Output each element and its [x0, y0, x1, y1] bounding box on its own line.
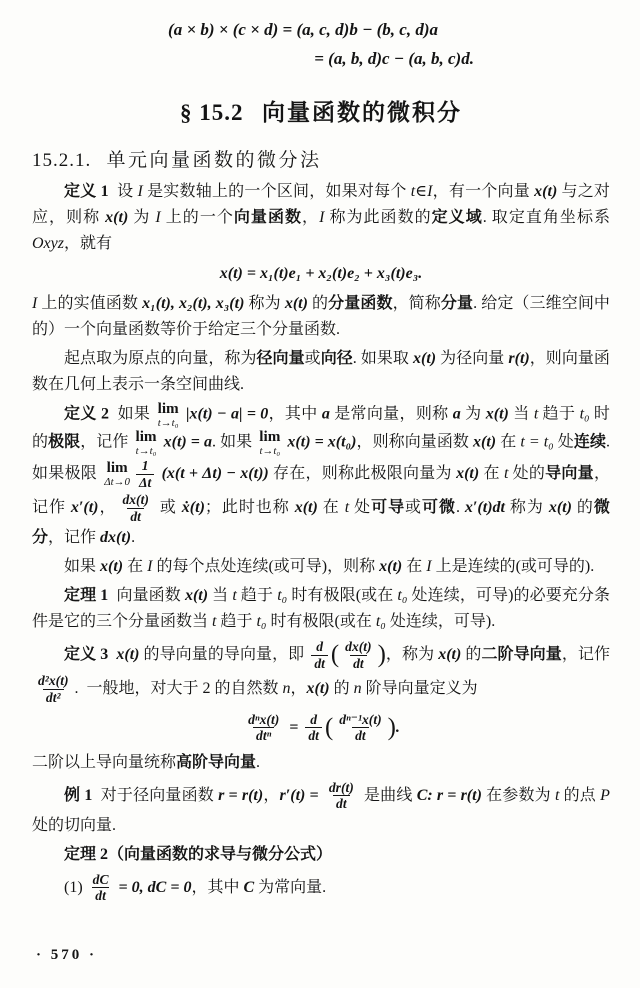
limit-operator	[158, 401, 179, 429]
text-run: 与之对应，则称	[32, 182, 610, 226]
fraction-denominator: dt	[333, 795, 350, 812]
paragraph-radius-vector	[32, 346, 610, 398]
text-run: 称为	[244, 295, 285, 313]
text-run: 上的一个	[160, 208, 234, 226]
limit-subscript: t→t₀	[259, 445, 281, 457]
fraction-denominator: dtⁿ	[253, 727, 274, 744]
math-run: P	[600, 786, 610, 804]
big-parenthesis: )	[377, 641, 386, 669]
math-run: x′(t)dt	[464, 498, 505, 516]
bold-text-run: 向量函数	[233, 208, 303, 226]
bold-text-run: 定义 3	[64, 645, 109, 663]
text-run: 对于径向量函数	[92, 786, 219, 804]
big-parenthesis: (	[324, 713, 334, 741]
math-run: x(t)	[306, 680, 330, 698]
text-run: .	[131, 529, 136, 547]
math-run: t	[232, 587, 237, 605]
text-run: 当	[208, 587, 233, 605]
math-run: a	[452, 405, 461, 423]
text-run: 在	[402, 558, 427, 576]
text-run: 的点	[559, 786, 601, 804]
paragraph-higher-order	[32, 750, 610, 776]
text-run: 处连续，可导)的必要充分条件是它的三个分量函数当	[32, 587, 610, 631]
paragraph-definition-3	[32, 638, 610, 707]
fraction	[311, 639, 328, 671]
bold-text-run: 分量函数	[328, 295, 393, 313]
text-run: 上的实值函数	[37, 295, 143, 313]
fraction-denominator: Δt	[136, 474, 154, 491]
text-run: 在	[479, 464, 504, 482]
text-run: ，就有	[63, 234, 112, 252]
bold-text-run: 定理 1	[64, 587, 109, 605]
text-run: 趋于	[216, 613, 257, 631]
bold-text-run: 定义 1	[64, 182, 109, 200]
bold-text-run: 导向量	[545, 464, 594, 482]
math-run: x(t)	[456, 464, 480, 482]
text-run: 为	[128, 208, 156, 226]
math-run: Oxyz	[32, 234, 64, 252]
text-run: 在	[123, 558, 148, 576]
math-run: I	[426, 558, 432, 576]
text-run: 时有极限(或在	[287, 587, 398, 605]
math-run: x(t)	[100, 558, 124, 576]
math-run: x(t) = a	[159, 433, 212, 451]
component-decomposition-formula	[32, 261, 610, 287]
text-run: 处连续，可导).	[385, 613, 496, 631]
limit-operator	[104, 460, 130, 488]
fraction-numerator: dx(t)	[122, 492, 149, 508]
fraction	[305, 712, 322, 744]
math-run: ẋ(t)	[181, 498, 205, 516]
text-run: 在	[496, 433, 521, 451]
text-run: . 一般地，对大于 2 的自然数	[74, 680, 283, 698]
bold-text-run: 连续	[573, 433, 607, 451]
math-run: (x(t + Δt) − x(t))	[157, 464, 269, 482]
math-run: = (a, b, d)c − (a, b, c)d.	[314, 48, 474, 68]
fraction-numerator: d²x(t)	[38, 673, 69, 689]
math-run: x(t)	[534, 182, 558, 200]
subsection-number: 15.2.1.	[32, 149, 92, 171]
fraction	[35, 673, 72, 705]
text-run: 的	[571, 498, 594, 516]
paragraph-component-functions	[32, 291, 610, 343]
bold-text-run: 定理 2（向量函数的求导与微分公式）	[64, 845, 333, 863]
fraction-denominator: dt	[352, 727, 369, 744]
text-run: 时有极限(或在	[266, 613, 376, 631]
limit-subscript: Δt→0	[104, 476, 130, 489]
math-run: x(t)	[105, 208, 129, 226]
text-run: .	[455, 498, 465, 516]
math-run: r′(t) =	[279, 786, 323, 804]
text-run: 或	[405, 498, 423, 516]
text-run: 的导向量的导向量，即	[139, 645, 309, 663]
paragraph-definition-1	[32, 179, 610, 257]
paragraph-theorem-1	[32, 583, 610, 635]
math-run: t = t₀	[520, 433, 554, 451]
text-run: ，记作	[80, 433, 133, 451]
text-run: 处的切向量.	[32, 816, 117, 834]
section-number: § 15.2	[180, 99, 244, 125]
math-run: x(t)	[473, 433, 497, 451]
fraction	[136, 458, 154, 490]
math-run: x(t)	[438, 645, 462, 663]
fraction-numerator: dⁿ⁻¹x(t)	[339, 711, 382, 727]
text-run: 是常向量，则称	[329, 405, 453, 423]
fraction-numerator: 1	[141, 457, 149, 473]
text-run: 当	[508, 405, 534, 423]
paragraph-example-1	[32, 779, 610, 839]
limit-subscript: t→t₀	[157, 416, 179, 429]
limit-label: lim	[135, 427, 157, 445]
limit-label: lim	[106, 458, 128, 476]
text-run: . 如果	[212, 433, 257, 451]
paragraph-definition-2	[32, 401, 610, 552]
section-heading-text: 向量函数的微积分	[261, 99, 462, 125]
fraction-denominator: dt	[305, 727, 322, 744]
math-run: r(t)	[508, 349, 530, 367]
text-run: 的每个点处连续(或可导)，则称	[152, 558, 380, 576]
paragraph-continuity-on-interval	[32, 554, 610, 580]
fraction	[90, 872, 112, 904]
bold-text-run: 定义域	[431, 208, 483, 226]
text-run: 趋于	[538, 405, 580, 423]
fraction-denominator: dt	[92, 887, 109, 904]
text-run: 在参数为	[481, 786, 555, 804]
math-run: t₀	[256, 613, 267, 631]
fraction-numerator: d	[316, 639, 323, 654]
math-run: x(t)	[184, 587, 209, 605]
subsection-title	[32, 145, 610, 172]
nth-derivative-formula	[32, 711, 610, 745]
text-run: ，记作	[48, 529, 101, 547]
text-run: 处	[553, 433, 574, 451]
text-run: ，其中	[191, 878, 244, 896]
paragraph-formula-item-1	[32, 871, 610, 905]
math-run: n	[353, 680, 362, 698]
math-run: r = r(t)	[218, 786, 264, 804]
fraction-numerator: dr(t)	[328, 779, 354, 795]
big-parenthesis: )	[387, 713, 396, 741]
bold-text-run: 二阶导向量	[481, 645, 562, 663]
text-run: . 如果取	[352, 349, 414, 367]
text-run: 设	[108, 182, 138, 200]
math-run: = 0, dC = 0	[114, 878, 192, 896]
limit-operator	[135, 429, 156, 457]
math-run: x(t)	[548, 498, 572, 516]
text-run: 上是连续的(或可导的).	[431, 558, 595, 576]
text-run: 称为此函数的	[324, 208, 432, 226]
bold-text-run: 分量	[440, 295, 474, 313]
fraction	[326, 780, 357, 812]
text-run: 起点取为原点的向量，称为	[64, 349, 257, 367]
text-run: 或	[154, 498, 182, 516]
fraction	[119, 492, 151, 524]
math-run: =	[285, 718, 303, 736]
bold-text-run: 极限	[48, 433, 81, 451]
bold-text-run: 径向量	[256, 349, 305, 367]
math-run: t	[212, 613, 217, 631]
text-run: 如果	[108, 405, 155, 423]
fraction-numerator: dC	[92, 871, 109, 887]
formula-line	[314, 45, 474, 74]
text-run: . 给定（三维空间中的）一个向量函数等价于给定三个分量函数.	[32, 295, 610, 338]
text-run: 为常向量.	[254, 878, 327, 896]
math-run: x(t)	[284, 295, 308, 313]
text-run: 如果	[64, 558, 101, 576]
text-run: 是实数轴上的一个区间，如果对每个	[142, 182, 411, 200]
text-run: ；此时也称	[204, 498, 295, 516]
math-run: n	[282, 680, 291, 698]
text-run: ，	[290, 680, 307, 698]
bold-text-run: 定义 2	[64, 405, 109, 423]
fraction-denominator: dt	[127, 508, 144, 525]
math-run: x(t) = x(t₀)	[283, 433, 357, 451]
text-run: 是曲线	[359, 786, 417, 804]
math-run: t₀	[579, 405, 590, 423]
text-run: 为	[460, 405, 486, 423]
text-run: 时的	[32, 405, 610, 451]
limit-label: lim	[259, 427, 281, 445]
bold-text-run: 高阶导向量	[176, 753, 257, 771]
math-run: .	[395, 718, 400, 736]
text-run: . 如果极限	[32, 433, 611, 482]
text-run: ，	[263, 786, 280, 804]
math-run: x₁(t), x₂(t), x₃(t)	[142, 295, 245, 313]
math-run: x(t)	[294, 498, 318, 516]
math-run: I	[137, 182, 143, 200]
bold-text-run: 可导	[371, 498, 406, 516]
fraction	[336, 712, 384, 744]
math-run: I	[155, 208, 161, 226]
text-run: ，	[98, 498, 117, 516]
math-run: C	[243, 878, 255, 896]
text-run: 二阶以上导向量统称	[32, 753, 177, 771]
limit-subscript: t→t₀	[135, 445, 157, 457]
limit-operator	[259, 429, 280, 457]
text-run: 的	[307, 295, 329, 313]
math-run: C: r = r(t)	[416, 786, 482, 804]
fraction	[245, 712, 282, 744]
text-run: 向量函数	[108, 587, 185, 605]
text-run: 为径向量	[436, 349, 509, 367]
math-run: (a × b) × (c × d) = (a, c, d)b − (b, c, d)a	[168, 20, 439, 39]
math-run: t	[344, 498, 350, 516]
text-run: 趋于	[236, 587, 278, 605]
text-run: 处	[349, 498, 372, 516]
subsection-heading-text: 单元向量函数的微分法	[106, 149, 322, 171]
text-run: ，记作	[561, 645, 610, 663]
bold-text-run: 可微	[422, 498, 456, 516]
text-run: 或	[304, 349, 321, 367]
text-run: .	[256, 753, 261, 771]
math-run: I	[319, 208, 325, 226]
math-run: x(t)	[379, 558, 403, 576]
text-run: 处的	[508, 464, 546, 482]
text-run: ，则称向量函数	[356, 433, 474, 451]
section-title	[32, 94, 610, 127]
text-run: ，其中	[268, 405, 322, 423]
text-run: 称为	[504, 498, 549, 516]
math-run: t₀	[397, 587, 408, 605]
math-run: t	[554, 786, 560, 804]
bold-text-run: 微分	[32, 498, 610, 547]
math-run: x(t)	[485, 405, 509, 423]
fraction	[342, 639, 374, 671]
math-run: I	[147, 558, 153, 576]
math-run: t₀	[277, 587, 288, 605]
math-run: I	[32, 295, 38, 313]
math-run: t₀	[375, 613, 386, 631]
text-run: 在	[317, 498, 345, 516]
math-run: dx(t)	[100, 529, 132, 547]
math-run: x(t)	[116, 645, 140, 663]
math-run: x(t)	[413, 349, 437, 367]
big-parenthesis: (	[330, 641, 340, 669]
text-run: ，	[302, 208, 320, 226]
page-number: · 570 ·	[36, 947, 98, 963]
bold-text-run: 向径	[320, 349, 353, 367]
text-run: ，则向量函数在几何上表示一条空间曲线.	[32, 349, 610, 393]
text-run: ，简称	[392, 295, 441, 313]
math-run: t	[503, 464, 509, 482]
limit-label: lim	[157, 399, 179, 417]
text-run: ，有一个向量	[432, 182, 535, 200]
text-run: . 取定直角坐标系	[482, 208, 610, 226]
math-run: x(t) = x₁(t)e₁ + x₂(t)e₂ + x₃(t)e₃.	[219, 264, 423, 282]
text-run: 阶导向量定义为	[361, 680, 478, 698]
fraction-numerator: dx(t)	[345, 639, 372, 654]
math-run: x′(t)	[70, 498, 99, 516]
fraction-numerator: dⁿx(t)	[248, 711, 280, 727]
math-run: t	[533, 405, 539, 423]
bold-text-run: 例 1	[64, 786, 93, 804]
fraction-denominator: dt	[311, 655, 328, 672]
fraction-numerator: d	[310, 711, 318, 727]
text-run: 的	[461, 645, 482, 663]
formula-line	[168, 16, 474, 45]
paragraph-theorem-2	[32, 842, 610, 868]
text-run: ，称为	[385, 645, 439, 663]
text-run: 的	[329, 680, 354, 698]
text-run: ，记作	[32, 464, 610, 516]
math-run: a	[321, 405, 330, 423]
fraction-denominator: dt	[350, 655, 367, 672]
fraction-denominator: dt²	[43, 689, 64, 706]
text-run: (1)	[64, 878, 87, 896]
text-run: 存在，则称此极限向量为	[268, 464, 457, 482]
vector-triple-product-formula	[168, 16, 474, 74]
math-run: |x(t) − a| = 0	[181, 405, 269, 423]
math-run: t∈I	[410, 182, 433, 200]
